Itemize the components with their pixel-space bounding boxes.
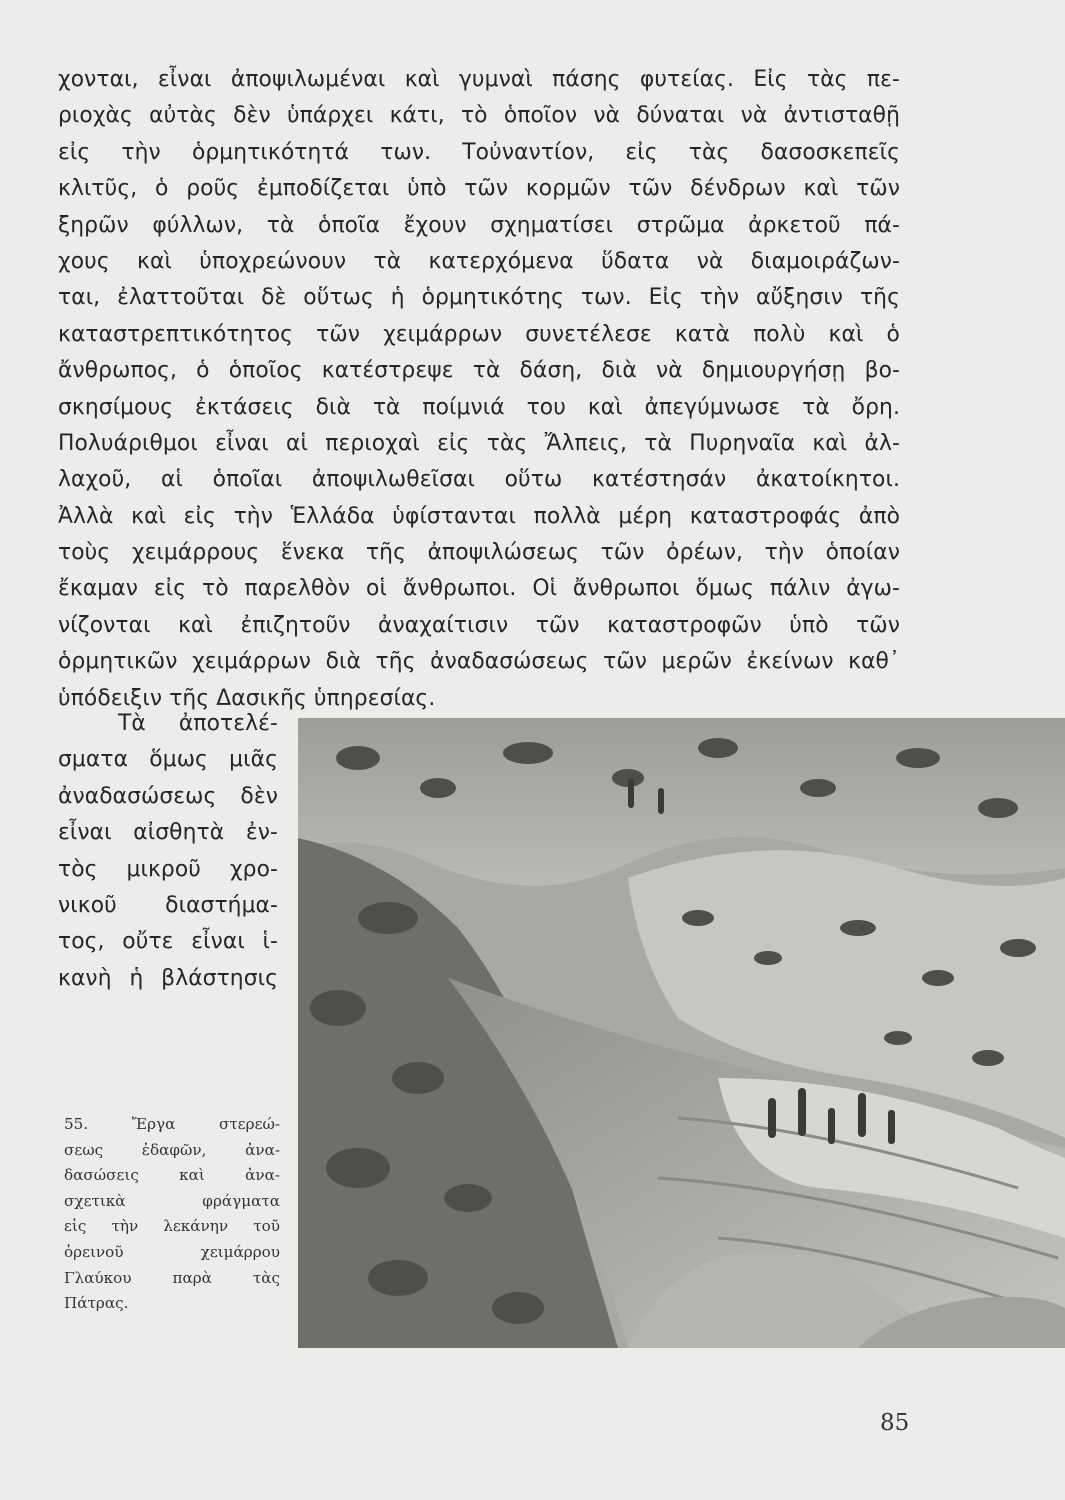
text-line: κλιτῦς, ὁ ροῦς ἐμποδίζεται ὑπὸ τῶν κορμῶν τῶν δένδρων καὶ τῶν <box>58 176 900 202</box>
text-line: Ἀλλὰ καὶ εἰς τὴν Ἑλλάδα ὑφίστανται πολλὰ μέρη καταστροφάς ἀπὸ <box>58 503 900 529</box>
caption-line: εἰς τὴν λεκάνην τοῦ <box>64 1217 280 1236</box>
text-line: χους καὶ ὑποχρεώνουν τὰ κατερχόμενα ὕδατα νὰ διαμοιράζων- <box>58 248 900 274</box>
caption-line: Πάτρας. <box>64 1294 129 1313</box>
text-line: τοὺς χειμάρρους ἕνεκα τῆς ἀποψιλώσεως τῶν ὀρέων, τὴν ὁποίαν <box>58 540 900 566</box>
text-line: χονται, εἶναι ἀποψιλωμέναι καὶ γυμναὶ πάσης φυτείας. Εἰς τὰς πε- <box>58 67 900 92</box>
text-line: ται, ἐλαττοῦται δὲ οὕτως ἡ ὁρμητικότης των. Εἰς τὴν αὔξησιν τῆς <box>58 285 900 311</box>
text-line: καταστρεπτικότητος τῶν χειμάρρων συνετέλεσε κατὰ πολὺ καὶ ὁ <box>58 321 900 347</box>
text-line: σκησίμους ἐκτάσεις διὰ τὰ ποίμνιά του καὶ ἀπεγύμνωσε τὰ ὄρη. <box>58 394 900 420</box>
side-text-line: κανὴ ἡ βλάστησις <box>58 965 278 991</box>
caption-line: 55. Ἔργα στερεώ- <box>64 1115 280 1133</box>
caption-line: σεως ἐδαφῶν, ἀνα- <box>64 1140 280 1159</box>
text-line: ριοχὰς αὐτὰς δὲν ὑπάρχει κάτι, τὸ ὁποῖον νὰ δύναται νὰ ἀντισταθῇ <box>58 103 900 129</box>
text-line: νίζονται καὶ ἐπιζητοῦν ἀναχαίτισιν τῶν καταστροφῶν ὑπὸ τῶν <box>58 612 900 638</box>
text-line: εἰς τὴν ὁρμητικότητά των. Τοὐναντίον, εἰς τὰς δασοσκεπεῖς <box>58 139 900 165</box>
side-text-line: ἀναδασώσεως δὲν <box>58 783 278 809</box>
figure-caption <box>64 1112 280 1317</box>
text-line: ξηρῶν φύλλων, τὰ ὁποῖα ἔχουν σχηματίσει στρῶμα ἀρκετοῦ πά- <box>58 212 900 238</box>
caption-line: δασώσεις καὶ ἀνα- <box>64 1166 280 1185</box>
body-text <box>58 62 900 717</box>
text-line: λαχοῦ, αἱ ὁποῖαι ἀποψιλωθεῖσαι οὕτω κατέστησάν ἀκατοίκητοι. <box>58 467 900 493</box>
caption-line: ὀρεινοῦ χειμάρρου <box>64 1242 280 1261</box>
text-line: Πολυάριθμοι εἶναι αἱ περιοχαὶ εἰς τὰς Ἄλπεις, τὰ Πυρηναῖα καὶ ἀλ- <box>58 430 900 456</box>
caption-line: σχετικὰ φράγματα <box>64 1191 280 1210</box>
page-number: 85 <box>880 1410 910 1436</box>
side-text-line: εἶναι αἰσθητὰ ἐν- <box>58 820 278 846</box>
text-line: ὑπόδειξιν τῆς Δασικῆς ὑπηρεσίας. <box>58 685 436 711</box>
caption-line: Γλαύκου παρὰ τὰς <box>64 1268 280 1287</box>
side-text-line: νικοῦ διαστήμα- <box>58 892 278 918</box>
side-text-line: σματα ὅμως μιᾶς <box>58 747 278 773</box>
text-line: ἄνθρωπος, ὁ ὁποῖος κατέστρεψε τὰ δάση, διὰ νὰ δημιουργήσῃ βο- <box>58 358 900 384</box>
side-text-line: τος, οὔτε εἶναι ἱ- <box>58 929 278 955</box>
side-text-line: τὸς μικροῦ χρο- <box>58 856 278 882</box>
text-line: ἔκαμαν εἰς τὸ παρελθὸν οἱ ἄνθρωποι. Οἱ ἄνθρωποι ὅμως πάλιν ἀγω- <box>58 576 900 602</box>
side-text-line: Τὰ ἀποτελέ- <box>118 711 278 736</box>
photo-torrent-basin <box>298 718 1065 1348</box>
side-column-text <box>58 706 278 997</box>
text-line: ὁρμητικῶν χειμάρρων διὰ τῆς ἀναδασώσεως τῶν μερῶν ἐκείνων καθ᾽ <box>58 649 900 675</box>
